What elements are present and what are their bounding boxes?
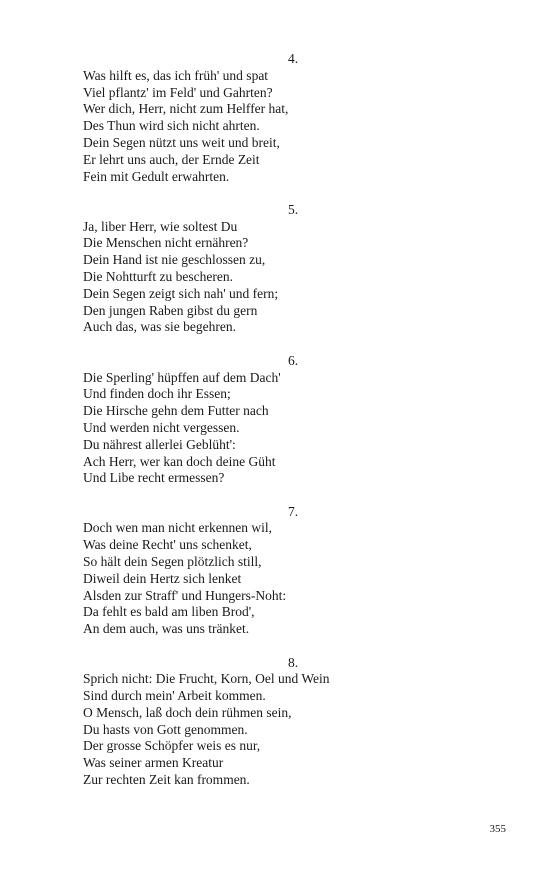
verse-line: Und Libe recht ermessen? [83,470,225,486]
verse-line: Fein mit Gedult erwahrten. [83,168,230,184]
verse-line: Alsden zur Straff' und Hungers-Noht: [83,587,287,603]
stanza-number: 8. [288,654,299,670]
verse-line: Da fehlt es bald am liben Brod', [83,604,255,620]
stanza-5 [83,202,483,336]
verse-line: Sind durch mein' Arbeit kommen. [83,688,266,704]
verse-line: Die Menschen nicht ernähren? [83,235,249,251]
verse-line: Der grosse Schöpfer weis es nur, [83,738,261,754]
verse-line: Ach Herr, wer kan doch deine Güht [83,453,276,469]
verse-line: Wer dich, Herr, nicht zum Helffer hat, [83,101,289,117]
verse-line: Du nährest allerlei Geblüht': [83,436,236,452]
verse-line: Diweil dein Hertz sich lenket [83,570,242,586]
verse-line: Und werden nicht vergessen. [83,419,240,435]
verse-line: Doch wen man nicht erkennen wil, [83,520,272,536]
verse-line: Und finden doch ihr Essen; [83,386,231,402]
verse-line: Zur rechten Zeit kan frommen. [83,772,250,788]
verse-line: Was seiner armen Kreatur [83,755,224,771]
stanza-6 [83,353,483,487]
verse-line: So hält dein Segen plötzlich still, [83,554,262,570]
verse-line: Die Sperling' hüpffen auf dem Dach' [83,369,281,385]
page-number: 355 [489,823,506,835]
verse-line: Was deine Recht' uns schenket, [83,537,252,553]
verse-line: Ja, liber Herr, wie soltest Du [83,218,238,234]
verse-line: Auch das, was sie begehren. [83,319,236,335]
poem-body [83,51,483,805]
verse-line: Was hilft es, das ich früh' und spat [83,67,269,83]
verse-line: Dein Hand ist nie geschlossen zu, [83,252,266,268]
verse-line: Die Nohtturft zu bescheren. [83,269,233,285]
stanza-4 [83,51,483,185]
stanza-8 [83,655,483,789]
stanza-number: 5. [288,201,299,217]
stanza-7 [83,504,483,638]
verse-line: Dein Segen nützt uns weit und breit, [83,134,280,150]
stanza-number: 4. [288,51,299,66]
stanza-number: 6. [288,352,299,368]
verse-line: An dem auch, was uns tränket. [83,621,250,637]
verse-line: Den jungen Raben gibst du gern [83,302,258,318]
verse-line: Du hasts von Gott genommen. [83,721,248,737]
verse-line: Die Hirsche gehn dem Futter nach [83,403,269,419]
verse-line: Dein Segen zeigt sich nah' und fern; [83,285,279,301]
verse-line: Viel pflantz' im Feld' und Gahrten? [83,84,273,100]
verse-line: Sprich nicht: Die Frucht, Korn, Oel und Wein [83,671,330,687]
verse-line: Er lehrt uns auch, der Ernde Zeit [83,151,260,167]
stanza-number: 7. [288,503,299,519]
verse-line: O Mensch, laß doch dein rühmen sein, [83,704,292,720]
verse-line: Des Thun wird sich nicht ahrten. [83,118,260,134]
